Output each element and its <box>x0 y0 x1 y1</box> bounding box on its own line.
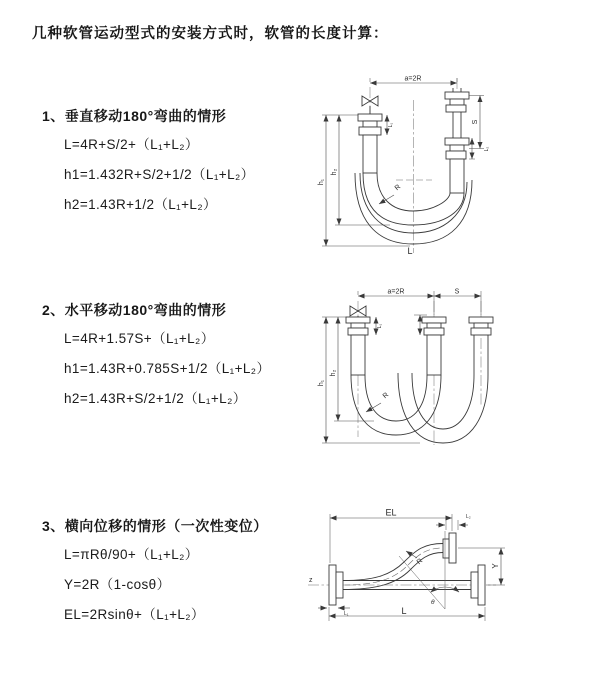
formula-EL-3: EL=2Rsinθ+（L₁+L₂） <box>64 607 205 622</box>
section-1-heading: 1、垂直移动180°弯曲的情形 <box>42 108 227 124</box>
radius-label: R <box>381 391 391 401</box>
page-title: 几种软管运动型式的安装方式时，软管的长度计算： <box>32 26 389 42</box>
dimension-a-2r <box>370 76 457 84</box>
axis-mark: z <box>309 577 313 584</box>
dimension-s <box>469 96 484 149</box>
middle-pipe-flange <box>422 317 446 375</box>
diagram-vertical-180-bend <box>312 70 594 258</box>
formula-h1-1: h1=1.432R+S/2+1/2（L₁+L₂） <box>64 167 255 182</box>
dim-label-l: L <box>401 606 407 616</box>
centerlines <box>358 301 481 445</box>
dimension-l1 <box>387 115 394 135</box>
dim-label-l1: L₁ <box>344 611 349 617</box>
right-pipe-flanges <box>445 88 469 193</box>
section-2-heading: 2、水平移动180°弯曲的情形 <box>42 302 227 318</box>
braided-hose-section <box>351 335 365 375</box>
dimension-a-2r <box>358 289 481 316</box>
left-flange <box>329 565 343 605</box>
length-label: L <box>407 246 413 256</box>
dim-label-h1: h₁ <box>318 379 325 387</box>
left-pipe-flange <box>346 317 370 375</box>
dimension-h1 <box>318 317 420 443</box>
dim-label-l2: L₂ <box>466 514 471 520</box>
diagram-lateral-displacement <box>300 505 600 647</box>
braided-hose-section <box>450 159 464 193</box>
dimension-s <box>434 289 481 297</box>
valve-icon <box>362 96 378 114</box>
dim-label-a2r: a=2R <box>387 288 405 296</box>
dim-label-y: Y <box>491 563 500 569</box>
braided-hose-section <box>427 335 441 375</box>
formula-L-1: L=4R+S/2+（L₁+L₂） <box>64 137 199 152</box>
s-curved-hose <box>343 544 443 590</box>
dimension-l1 <box>376 315 427 335</box>
section-vertical-movement <box>42 106 317 220</box>
section-lateral-displacement <box>42 516 317 630</box>
dimension-l2 <box>436 514 471 530</box>
formula-L-2: L=4R+1.57S+（L₁+L₂） <box>64 331 215 346</box>
dim-label-l1: L₁ <box>377 323 383 329</box>
dim-label-s: S <box>472 119 479 125</box>
section-3-heading: 3、横向位移的情形（一次性变位） <box>42 518 268 534</box>
dim-label-h2: h₂ <box>330 369 337 377</box>
formula-Y-3: Y=2R（1-cosθ） <box>64 577 171 592</box>
left-pipe-flange <box>358 114 382 173</box>
formula-L-3: L=πRθ/90+（L₁+L₂） <box>64 547 199 562</box>
radius-label: R <box>393 183 403 193</box>
formula-h1-2: h1=1.43R+0.785S+1/2（L₁+L₂） <box>64 361 271 376</box>
diagram-horizontal-180-bend <box>310 285 590 457</box>
dim-label-l1: L₁ <box>388 122 394 128</box>
right-flange <box>471 565 485 605</box>
dimension-el <box>330 508 452 564</box>
dimension-l <box>329 606 485 621</box>
dim-label-el: EL <box>385 507 397 518</box>
dim-label-l2: L₂ <box>484 146 490 152</box>
radius-label: R <box>415 557 425 567</box>
braided-hose-section <box>363 135 377 173</box>
dim-label-h2: h₂ <box>331 168 338 176</box>
radius-annotation <box>379 184 402 204</box>
dim-label-a2r: a=2R <box>404 75 422 83</box>
dim-label-h1: h₁ <box>318 178 325 186</box>
angle-label: θ <box>431 599 435 606</box>
centerlines <box>370 75 457 253</box>
dim-label-s: S <box>454 288 460 296</box>
dimension-l1 <box>318 608 350 617</box>
formula-h2-1: h2=1.43R+1/2（L₁+L₂） <box>64 197 217 212</box>
hose-u-curves <box>351 373 488 443</box>
formula-h2-2: h2=1.43R+S/2+1/2（L₁+L₂） <box>64 391 247 406</box>
section-horizontal-movement <box>42 300 317 414</box>
